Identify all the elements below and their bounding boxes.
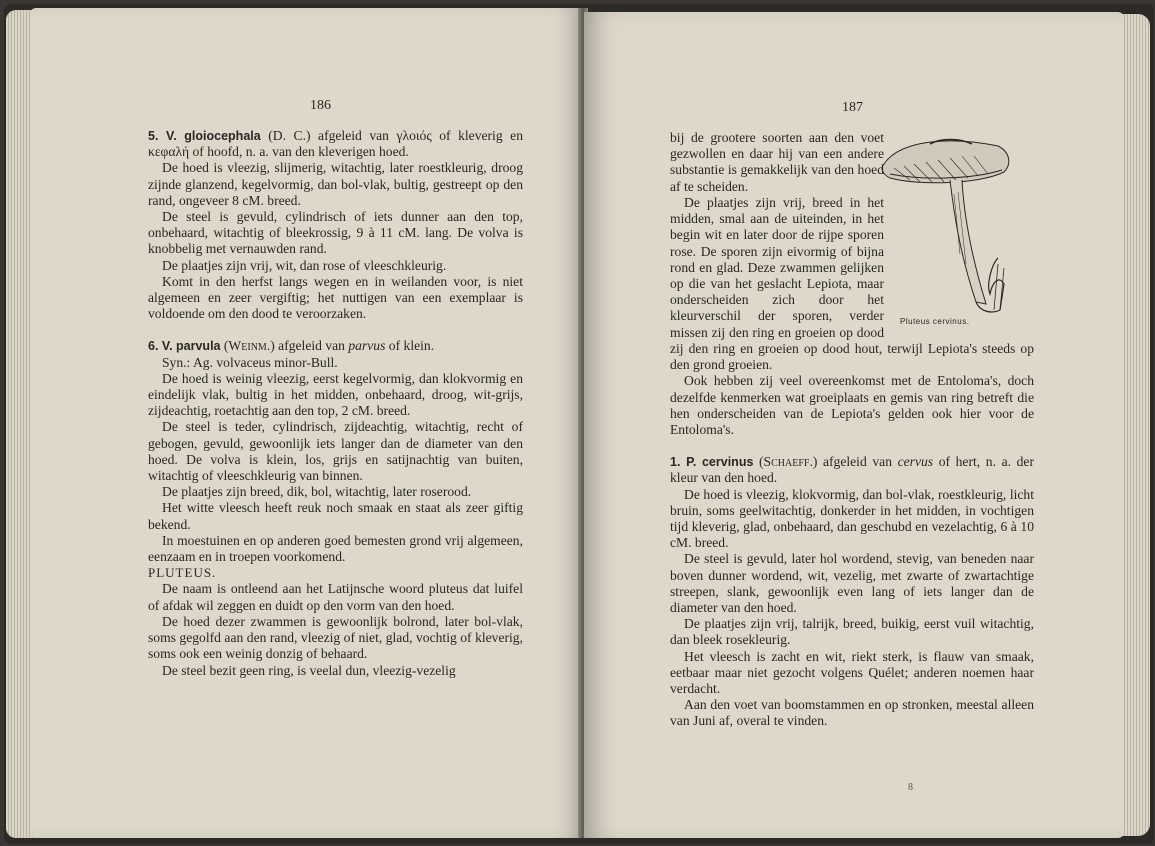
entry-intro-latin: cervus bbox=[897, 454, 934, 470]
entry-author: (Weinm.) bbox=[223, 338, 275, 354]
paragraph: De steel is teder, cylindrisch, zijdeachtig, witachtig, recht of gebogen, gevuld, gewoonlijk iets langer dan de diameter van den hoed. De volva is klein, los, grijs en satijnachtig van buiten, witachtig of vleeschkleurig van binnen. bbox=[148, 419, 523, 484]
paragraph: De plaatjes zijn vrij, breed in het midden, smal aan de uiteinden, in het begin wit en later door de rijpe sporen rose. De sporen zijn eivormig of bijna rond en glad. Deze zwammen gelijken op die van het geslacht Lepiota, maar onderscheiden zich door het kleurverschil der sporen, verder missen zij den ring en groeien op dood bbox=[670, 195, 884, 340]
paragraph: De hoed is weinig vleezig, eerst kegelvormig, dan klokvormig en eindelijk vlak, bultig in het midden, onbehaard, droog, wit-grijs, zijdeachtig, roetachtig aan den top, 2 cM. breed. bbox=[148, 370, 523, 419]
section-title: PLUTEUS. bbox=[148, 565, 217, 581]
figure-caption: Pluteus cervinus. bbox=[900, 317, 970, 326]
paragraph: De steel is gevuld, cylindrisch of iets dunner aan den top, onbehaard, witachtig of bleekrossig, 9 à 11 cM. lang. De volva is knobbelig met vernauwden rand. bbox=[148, 209, 523, 257]
entry-intro: afgeleid van γλοιός of kleverig en κεφαλή of hoofd, n. a. van den kleverigen hoed. bbox=[148, 128, 523, 160]
paragraph-tail: zij den ring en groeien op dood hout, terwijl Lepiota's steeds op den grond groeien. bbox=[670, 341, 1034, 373]
entry-intro: afgeleid van bbox=[822, 454, 892, 470]
paragraph: bij de grootere soorten aan den voet gezwollen en daar hij van een andere substantie is gemakkelijk van den hoed af te scheiden. bbox=[670, 130, 884, 194]
entry-intro: of klein. bbox=[388, 338, 435, 354]
entry-author: (Schaeff.) bbox=[759, 454, 818, 470]
paragraph: De hoed is vleezig, slijmerig, witachtig, later roestkleurig, droog zijnde glanzend, kegelvormig, dan bol-vlak, bultig, gestreept op den rand, ongeveer 8 cM. breed. bbox=[148, 160, 523, 208]
paragraph: De naam is ontleend aan het Latijnsche woord pluteus dat luifel of afdak wil zeggen en duidt op den vorm van den hoed. bbox=[148, 581, 523, 613]
page-number: 186 bbox=[310, 98, 331, 113]
paragraph: De hoed dezer zwammen is gewoonlijk bolrond, later bol-vlak, soms gegolfd aan den rand, vleezig of niet, glad, vochtig of kleverig, soms ook een weinig donzig of behaard. bbox=[148, 613, 523, 662]
entry-intro: afgeleid van bbox=[278, 338, 345, 354]
entry-heading bbox=[148, 128, 523, 160]
entry-intro-latin: parvus bbox=[348, 338, 386, 354]
entry-number: 6. V. parvula bbox=[148, 339, 221, 354]
paragraph: Ook hebben zij veel overeenkomst met de Entoloma's, doch dezelfde kenmerken wat groeiplaats en gemis van ring betreft die hen onderscheiden van de Lepiota's gelden ook hier voor de Entoloma's. bbox=[670, 373, 1034, 438]
signature-mark: 8 bbox=[908, 782, 913, 793]
right-page bbox=[584, 12, 1124, 838]
entry-number: 5. V. gloiocephala bbox=[148, 129, 261, 143]
wrapped-text-column bbox=[670, 195, 884, 341]
right-page-text-main bbox=[670, 341, 1034, 730]
right-page-text bbox=[670, 130, 1034, 195]
entry-heading bbox=[670, 454, 1034, 486]
paragraph: De hoed is vleezig, klokvormig, dan bol-vlak, roestkleurig, licht bruin, soms geelwitachtig, donkerder in het midden, in vochtigen tijd kleverig, glad, onbehaard, dan geschubd en vezelachtig, 6 à 10 cM. breed. bbox=[670, 486, 1034, 551]
paragraph: Aan den voet van boomstammen en op stronken, meestal alleen van Juni af, overal te vinden. bbox=[670, 697, 1034, 729]
entry-number: 1. P. cervinus bbox=[670, 455, 754, 470]
paragraph: Het vleesch is zacht en wit, riekt sterk, is flauw van smaak, eetbaar maar niet gezocht volgens Quélet; anderen noemen haar verdacht. bbox=[670, 648, 1034, 697]
paragraph: De plaatjes zijn vrij, talrijk, breed, buikig, eerst vuil witachtig, dan bleek rosekleurig. bbox=[670, 616, 1034, 648]
paragraph: Komt in den herfst langs wegen en in weilanden voor, is niet algemeen en zeer vergiftig; het nuttigen van een exemplaar is voldoende om den dood te veroorzaken. bbox=[148, 273, 523, 322]
entry-author: (D. C.) bbox=[268, 128, 311, 143]
paragraph: De steel is gevuld, later hol wordend, stevig, van beneden naar boven dunner wordend, wit, vezelig, met zwarte of zwartachtige streepen, slank, gewoonlijk even lang of iets langer dan de diameter van den hoed. bbox=[670, 551, 1034, 616]
entry-intro: of hert, n. a. der kleur van den hoed. bbox=[670, 454, 1034, 486]
paragraph: In moestuinen en op anderen goed bemesten grond vrij algemeen, eenzaam en in troepen voorkomend. bbox=[148, 532, 523, 565]
wrapped-text-block bbox=[670, 130, 884, 195]
paragraph: De plaatjes zijn vrij, wit, dan rose of vleeschkleurig. bbox=[162, 257, 447, 273]
entry-heading bbox=[148, 338, 523, 354]
right-page-text-cont bbox=[670, 195, 1034, 341]
synonym-line: Syn.: Ag. volvaceus minor-Bull. bbox=[162, 354, 338, 370]
left-page-text bbox=[148, 128, 523, 679]
paragraph: De steel bezit geen ring, is veelal dun, vleezig-vezelig bbox=[162, 662, 456, 678]
page-number: 187 bbox=[842, 100, 863, 115]
paragraph: De plaatjes zijn breed, dik, bol, witachtig, later roserood. bbox=[162, 484, 472, 500]
paragraph: Het witte vleesch heeft reuk noch smaak en staat als zeer giftig bekend. bbox=[148, 500, 523, 532]
left-page bbox=[30, 8, 582, 838]
